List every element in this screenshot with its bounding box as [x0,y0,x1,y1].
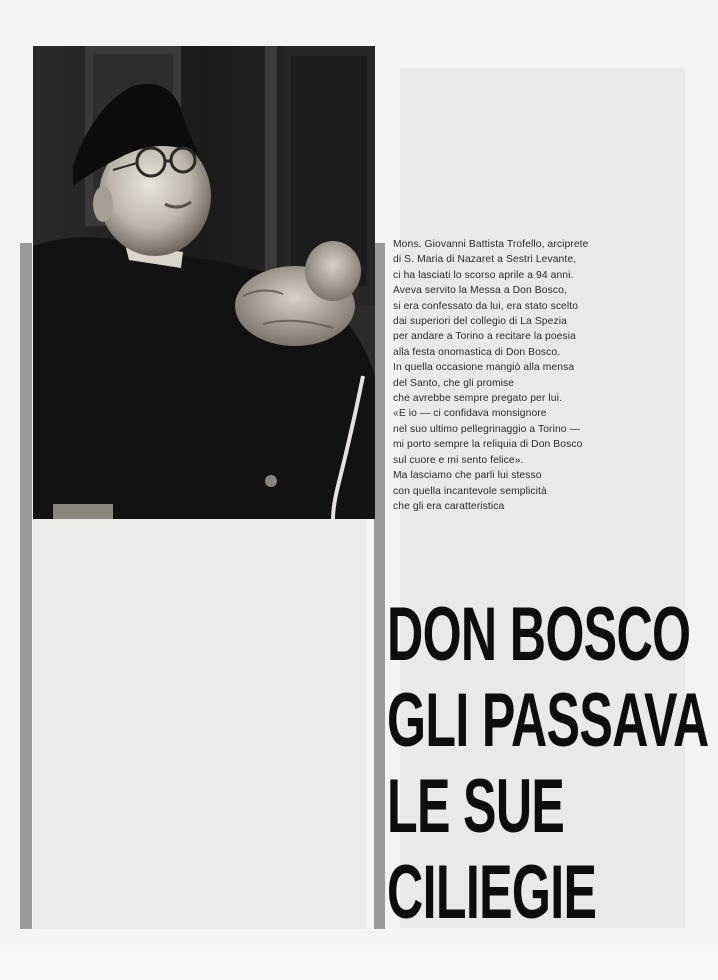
middle-gray-rule [374,243,385,929]
caption-line: sul cuore e mi sento felice». [393,454,524,466]
caption-line: Ma lasciamo che parli lui stesso [393,470,542,482]
caption-line: alla festa onomastica di Don Bosco. [393,346,561,358]
lower-left-gray-panel [33,519,366,929]
headline-line: GLI PASSAVA [387,678,709,763]
left-gray-rule [20,243,32,929]
caption-line: «E io — ci confidava monsignore [393,408,547,420]
headline-line: CILIEGIE [387,850,597,935]
portrait-photo [33,46,375,519]
caption-line: che gli era caratteristica [393,500,505,512]
photo-caption [393,237,683,514]
caption-line: ci ha lasciati lo scorso aprile a 94 anni. [393,269,574,281]
caption-line: che avrebbe sempre pregato per lui. [393,393,562,405]
caption-line: mi porto sempre la reliquia di Don Bosco [393,439,583,451]
caption-line: per andare a Torino a recitare la poesia [393,331,576,343]
headline-line: LE SUE [387,764,565,849]
caption-line: del Santo, che gli promise [393,377,515,389]
page-bottom-margin [0,950,718,980]
caption-line: di S. Maria di Nazaret a Sestri Levante, [393,254,577,266]
caption-line: Aveva servito la Messa a Don Bosco, [393,285,567,297]
caption-line: nel suo ultimo pellegrinaggio a Torino — [393,423,580,435]
caption-line: In quella occasione mangiò alla mensa [393,362,575,374]
caption-line: si era confessato da lui, era stato scelto [393,300,579,312]
caption-line: Mons. Giovanni Battista Trofello, arciprete [393,239,589,250]
headline-line: DON BOSCO [387,592,691,677]
caption-line: dai superiori del collegio di La Spezia [393,316,567,328]
article-headline [387,592,709,936]
caption-line: con quella incantevole semplicità [393,485,547,497]
